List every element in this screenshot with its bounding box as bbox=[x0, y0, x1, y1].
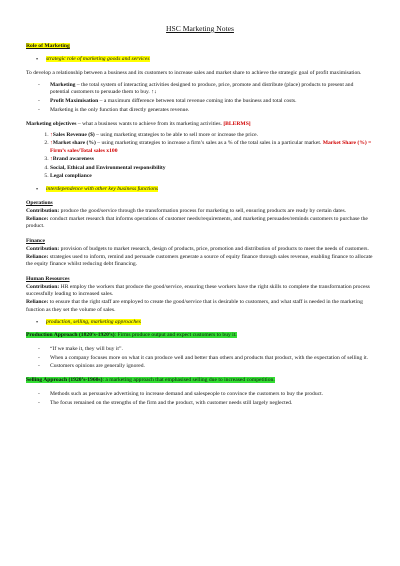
page-title: HSC Marketing Notes bbox=[166, 24, 234, 33]
hr-contribution: Contribution: HR employ the workers that produce the good/service, ensuring these workers have the right skills to complete the transformation process successfully leading to increased sales. bbox=[26, 283, 370, 298]
definition-item: - Marketing is the only function that directly generates revenue. bbox=[26, 107, 374, 115]
list-item: - Customers opinions are generally ignored. bbox=[26, 363, 374, 371]
list-item: - When a company focuses more on what it can produce well and better than others and products that product, with the expectation of selling it. bbox=[26, 355, 374, 363]
list-item: - Methods such as persuasive advertising to increase demand and salespeople to convince the customers to buy the product. bbox=[26, 391, 374, 399]
operations-heading: Operations bbox=[26, 200, 53, 207]
objectives-list bbox=[26, 132, 374, 180]
definition-item: - Profit Maximisation – a maximum difference between total revenue coming into the business and total costs. bbox=[26, 98, 374, 106]
finance-contribution: Contribution: provision of budgets to market research, design of products, price, promotion and distribution of products to meet the needs of customers. bbox=[26, 245, 369, 252]
role-definitions bbox=[26, 82, 374, 115]
list-item: - “If we make it, they will buy it”. bbox=[26, 346, 374, 354]
hr-reliance: Reliance: to ensure that the right staff are employed to create the good/service that is desirable to customers, and what staff is needed in the marketing function as they set the volume of sales. bbox=[26, 299, 363, 313]
role-intro: To develop a relationship between a business and its customers to increase sales and market share to achieve the strategic goal of profit maximisation. bbox=[26, 69, 362, 76]
role-heading: Role of Marketing bbox=[26, 43, 70, 50]
list-item: - The focus remained on the strengths of the firm and the product, with customer needs still largely neglected. bbox=[26, 400, 374, 408]
objective-item: 4. Social, Ethical and Environmental responsibility bbox=[50, 165, 374, 173]
objective-item: 1. ↑Sales Revenue ($) – using marketing strategies to be able to sell more or increase the price. bbox=[50, 132, 374, 140]
interdependence-bullet: • interdependence with other key business functions bbox=[36, 186, 374, 194]
finance-reliance: Reliance: strategies used to inform, remind and persuade customers generate a source of equity finance through sales revenue, enabling finance to allocate the equity finance whilst reducing debt financing. bbox=[26, 253, 373, 268]
production-approach-points bbox=[26, 346, 374, 371]
production-approach-heading: Production Approach (1820’s-1920’s): Firms produce output and expect customers to buy it. bbox=[26, 332, 237, 339]
hr-heading: Human Resources bbox=[26, 276, 70, 282]
objective-item: 5. Legal compliance bbox=[50, 173, 374, 181]
selling-approach-heading: Selling Approach (1920’s-1960s): a marketing approach that emphasised selling due to increased competition. bbox=[26, 377, 275, 384]
objective-item: 3. ↑Brand awareness bbox=[50, 156, 374, 164]
definition-item: - Marketing – the total system of interacting activities designed to produce, price, promote and distribute (place) products to present and potential customers to persuade them to buy. ↑↓ bbox=[26, 82, 374, 97]
objectives-intro: Marketing objectives – what a business wants to achieve from its marketing activities. [BLERMS] bbox=[26, 120, 251, 127]
role-bullet: • strategic role of marketing goods and services bbox=[36, 56, 374, 64]
operations-reliance: Reliance: conduct market research that informs operations of customer needs/requirements, and marketing persuades/reminds customers to purchase the product. bbox=[26, 215, 368, 230]
operations-contribution: Contribution: produce the good/service through the transformation process for marketing to sell, ensuring products are ready by certain dates. bbox=[26, 207, 347, 214]
selling-approach-points bbox=[26, 391, 374, 407]
approaches-bullet: • production, selling, marketing approaches bbox=[36, 319, 374, 327]
finance-heading: Finance bbox=[26, 238, 45, 245]
objective-item: 2. ↑Market share (%) – using marketing strategies to increase a firm’s sales as a % of the total sales in a particular market. Market Share (%) = Firm’s sales/Total sales x100 bbox=[50, 140, 374, 155]
